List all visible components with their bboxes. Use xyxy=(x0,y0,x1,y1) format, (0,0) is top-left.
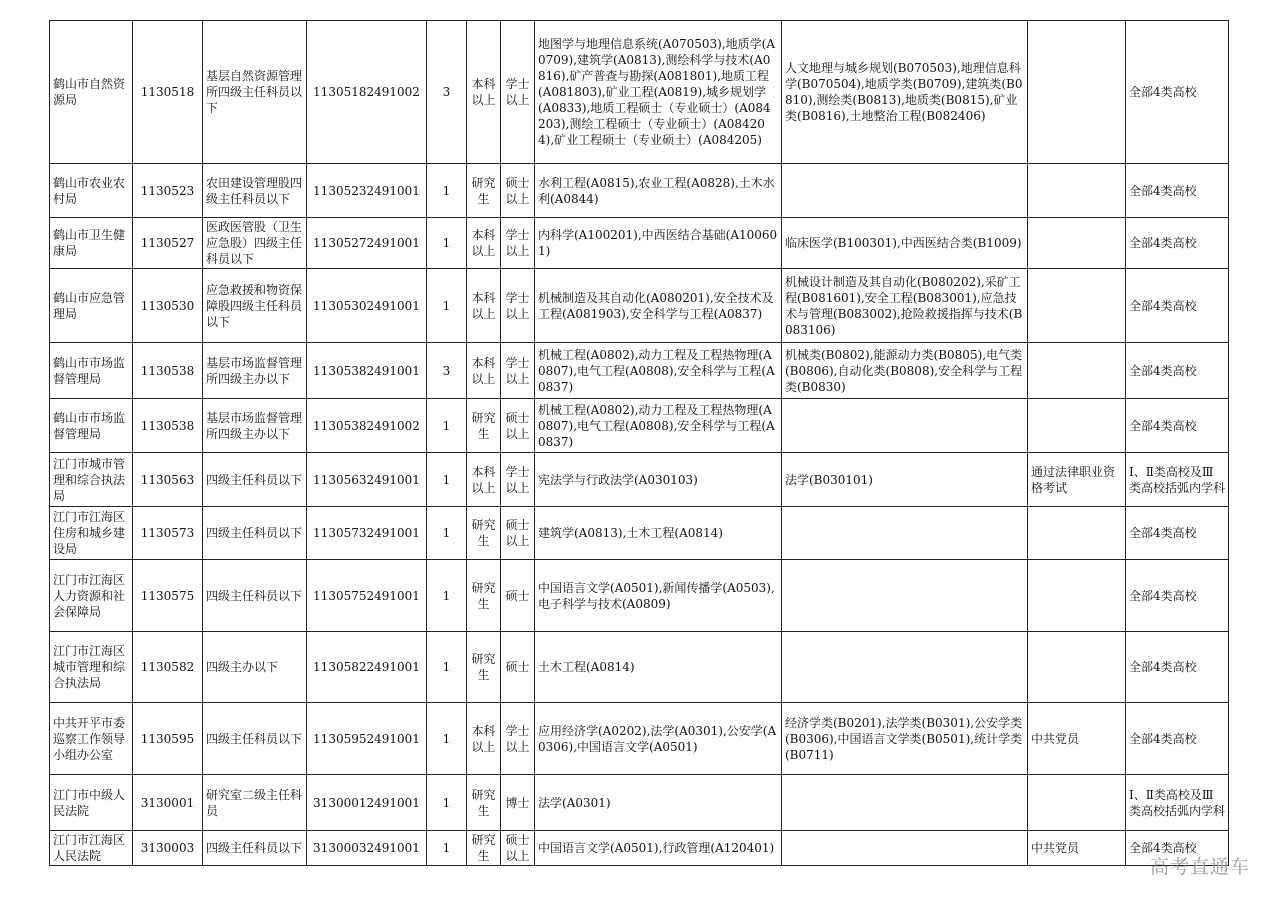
education-cell: 研究生 xyxy=(467,560,501,632)
table-row xyxy=(50,453,1229,507)
table-body xyxy=(50,21,1229,866)
graduate-major-cell: 宪法学与行政法学(A030103) xyxy=(535,453,782,507)
education-cell: 本科以上 xyxy=(467,703,501,775)
watermark: 高考直通车 xyxy=(1149,856,1250,878)
undergraduate-major-cell: 机械设计制造及其自动化(B080202),采矿工程(B081601),安全工程(B083001),应急技术与管理(B083002),抢险救援指挥与技术(B083106) xyxy=(782,269,1028,343)
position-code-cell: 11305382491002 xyxy=(307,399,427,453)
unit-name-cell: 江门市城市管理和综合执法局 xyxy=(50,453,133,507)
school-scope-cell: 全部4类高校 xyxy=(1126,269,1229,343)
undergraduate-major-cell: 人文地理与城乡规划(B070503),地理信息科学(B070504),地质学类(B0709),建筑类(B0810),测绘类(B0813),地质类(B0815),矿业类(B0816),土地整治工程(B082406) xyxy=(782,21,1028,164)
table-row xyxy=(50,775,1229,831)
position-cell: 研究室二级主任科员 xyxy=(203,775,307,831)
other-requirement-cell xyxy=(1028,343,1126,399)
school-scope-cell: 全部4类高校 xyxy=(1126,507,1229,560)
unit-name-cell: 江门市江海区人力资源和社会保障局 xyxy=(50,560,133,632)
education-cell: 研究生 xyxy=(467,399,501,453)
unit-code-cell: 1130582 xyxy=(133,632,203,703)
school-scope-cell: 全部4类高校 xyxy=(1126,21,1229,164)
unit-code-cell: 1130563 xyxy=(133,453,203,507)
unit-name-cell: 江门市江海区住房和城乡建设局 xyxy=(50,507,133,560)
school-scope-cell: Ⅰ、Ⅱ类高校及Ⅲ类高校括弧内学科 xyxy=(1126,453,1229,507)
position-code-cell: 11305232491001 xyxy=(307,164,427,218)
hire-count-cell: 1 xyxy=(427,775,467,831)
hire-count-cell: 1 xyxy=(427,453,467,507)
education-cell: 研究生 xyxy=(467,164,501,218)
other-requirement-cell: 通过法律职业资格考试 xyxy=(1028,453,1126,507)
table-row xyxy=(50,218,1229,269)
other-requirement-cell xyxy=(1028,507,1126,560)
school-scope-cell: 全部4类高校 xyxy=(1126,703,1229,775)
education-cell: 本科以上 xyxy=(467,343,501,399)
unit-name-cell: 江门市江海区城市管理和综合执法局 xyxy=(50,632,133,703)
graduate-major-cell: 中国语言文学(A0501),行政管理(A120401) xyxy=(535,831,782,866)
unit-code-cell: 1130538 xyxy=(133,343,203,399)
hire-count-cell: 3 xyxy=(427,21,467,164)
graduate-major-cell: 地图学与地理信息系统(A070503),地质学(A0709),建筑学(A0813),测绘科学与技术(A0816),矿产普查与勘探(A081801),地质工程(A081803),矿业工程(A0819),城乡规划学(A0833),地质工程硕士（专业硕士）(A084203),测绘工程硕士（专业硕士）(A084204),矿业工程硕士（专业硕士）(A084205) xyxy=(535,21,782,164)
unit-name-cell: 江门市江海区人民法院 xyxy=(50,831,133,866)
degree-cell: 硕士 xyxy=(501,560,535,632)
position-cell: 四级主任科员以下 xyxy=(203,453,307,507)
graduate-major-cell: 机械工程(A0802),动力工程及工程热物理(A0807),电气工程(A0808),安全科学与工程(A0837) xyxy=(535,399,782,453)
degree-cell: 博士 xyxy=(501,775,535,831)
school-scope-cell: 全部4类高校 xyxy=(1126,560,1229,632)
education-cell: 本科以上 xyxy=(467,21,501,164)
position-code-cell: 11305752491001 xyxy=(307,560,427,632)
other-requirement-cell xyxy=(1028,775,1126,831)
table-row xyxy=(50,399,1229,453)
position-cell: 四级主任科员以下 xyxy=(203,703,307,775)
table-row xyxy=(50,560,1229,632)
school-scope-cell: 全部4类高校 xyxy=(1126,343,1229,399)
position-code-cell: 31300032491001 xyxy=(307,831,427,866)
education-cell: 研究生 xyxy=(467,632,501,703)
unit-name-cell: 鹤山市市场监督管理局 xyxy=(50,343,133,399)
education-cell: 研究生 xyxy=(467,831,501,866)
unit-code-cell: 1130527 xyxy=(133,218,203,269)
undergraduate-major-cell: 机械类(B0802),能源动力类(B0805),电气类(B0806),自动化类(B0808),安全科学与工程类(B0830) xyxy=(782,343,1028,399)
hire-count-cell: 1 xyxy=(427,399,467,453)
school-scope-cell: 全部4类高校 xyxy=(1126,632,1229,703)
unit-code-cell: 3130003 xyxy=(133,831,203,866)
education-cell: 本科以上 xyxy=(467,218,501,269)
degree-cell: 硕士以上 xyxy=(501,507,535,560)
degree-cell: 学士以上 xyxy=(501,703,535,775)
hire-count-cell: 1 xyxy=(427,218,467,269)
graduate-major-cell: 机械制造及其自动化(A080201),安全技术及工程(A081903),安全科学与工程(A0837) xyxy=(535,269,782,343)
other-requirement-cell xyxy=(1028,21,1126,164)
degree-cell: 学士以上 xyxy=(501,269,535,343)
undergraduate-major-cell: 临床医学(B100301),中西医结合类(B1009) xyxy=(782,218,1028,269)
position-cell: 四级主任科员以下 xyxy=(203,507,307,560)
degree-cell: 硕士以上 xyxy=(501,399,535,453)
position-cell: 四级主任科员以下 xyxy=(203,560,307,632)
education-cell: 研究生 xyxy=(467,507,501,560)
hire-count-cell: 3 xyxy=(427,343,467,399)
hire-count-cell: 1 xyxy=(427,164,467,218)
other-requirement-cell xyxy=(1028,164,1126,218)
table-row xyxy=(50,343,1229,399)
school-scope-cell: Ⅰ、Ⅱ类高校及Ⅲ类高校括弧内学科 xyxy=(1126,775,1229,831)
education-cell: 研究生 xyxy=(467,775,501,831)
undergraduate-major-cell xyxy=(782,831,1028,866)
unit-name-cell: 江门市中级人民法院 xyxy=(50,775,133,831)
table-row xyxy=(50,703,1229,775)
undergraduate-major-cell xyxy=(782,399,1028,453)
position-code-cell: 11305382491001 xyxy=(307,343,427,399)
table-row xyxy=(50,21,1229,164)
hire-count-cell: 1 xyxy=(427,269,467,343)
unit-code-cell: 1130595 xyxy=(133,703,203,775)
unit-name-cell: 鹤山市农业农村局 xyxy=(50,164,133,218)
position-code-cell: 31300012491001 xyxy=(307,775,427,831)
other-requirement-cell xyxy=(1028,218,1126,269)
recruitment-table xyxy=(49,20,1229,866)
other-requirement-cell xyxy=(1028,632,1126,703)
table-row xyxy=(50,831,1229,866)
graduate-major-cell: 机械工程(A0802),动力工程及工程热物理(A0807),电气工程(A0808),安全科学与工程(A0837) xyxy=(535,343,782,399)
position-code-cell: 11305952491001 xyxy=(307,703,427,775)
other-requirement-cell xyxy=(1028,269,1126,343)
unit-code-cell: 1130518 xyxy=(133,21,203,164)
undergraduate-major-cell: 经济学类(B0201),法学类(B0301),公安学类(B0306),中国语言文学类(B0501),统计学类(B0711) xyxy=(782,703,1028,775)
graduate-major-cell: 土木工程(A0814) xyxy=(535,632,782,703)
position-cell: 基层市场监督管理所四级主办以下 xyxy=(203,343,307,399)
position-cell: 基层自然资源管理所四级主任科员以下 xyxy=(203,21,307,164)
degree-cell: 硕士 xyxy=(501,632,535,703)
unit-code-cell: 1130523 xyxy=(133,164,203,218)
position-cell: 基层市场监督管理所四级主办以下 xyxy=(203,399,307,453)
unit-code-cell: 1130530 xyxy=(133,269,203,343)
unit-code-cell: 1130573 xyxy=(133,507,203,560)
hire-count-cell: 1 xyxy=(427,507,467,560)
table-row xyxy=(50,269,1229,343)
education-cell: 本科以上 xyxy=(467,269,501,343)
hire-count-cell: 1 xyxy=(427,831,467,866)
hire-count-cell: 1 xyxy=(427,632,467,703)
other-requirement-cell xyxy=(1028,399,1126,453)
hire-count-cell: 1 xyxy=(427,703,467,775)
unit-name-cell: 中共开平市委巡察工作领导小组办公室 xyxy=(50,703,133,775)
school-scope-cell: 全部4类高校 xyxy=(1126,399,1229,453)
school-scope-cell: 全部4类高校 xyxy=(1126,218,1229,269)
other-requirement-cell: 中共党员 xyxy=(1028,831,1126,866)
degree-cell: 学士以上 xyxy=(501,453,535,507)
unit-name-cell: 鹤山市应急管理局 xyxy=(50,269,133,343)
position-code-cell: 11305822491001 xyxy=(307,632,427,703)
school-scope-cell: 全部4类高校 xyxy=(1126,831,1229,866)
degree-cell: 硕士以上 xyxy=(501,831,535,866)
position-cell: 应急救援和物资保障股四级主任科员以下 xyxy=(203,269,307,343)
hire-count-cell: 1 xyxy=(427,560,467,632)
unit-name-cell: 鹤山市卫生健康局 xyxy=(50,218,133,269)
graduate-major-cell: 法学(A0301) xyxy=(535,775,782,831)
position-code-cell: 11305732491001 xyxy=(307,507,427,560)
undergraduate-major-cell: 法学(B030101) xyxy=(782,453,1028,507)
unit-code-cell: 1130538 xyxy=(133,399,203,453)
position-code-cell: 11305302491001 xyxy=(307,269,427,343)
undergraduate-major-cell xyxy=(782,560,1028,632)
undergraduate-major-cell xyxy=(782,632,1028,703)
table-row xyxy=(50,164,1229,218)
other-requirement-cell: 中共党员 xyxy=(1028,703,1126,775)
degree-cell: 学士以上 xyxy=(501,218,535,269)
undergraduate-major-cell xyxy=(782,164,1028,218)
position-cell: 四级主办以下 xyxy=(203,632,307,703)
school-scope-cell: 全部4类高校 xyxy=(1126,164,1229,218)
position-code-cell: 11305272491001 xyxy=(307,218,427,269)
undergraduate-major-cell xyxy=(782,507,1028,560)
unit-name-cell: 鹤山市自然资源局 xyxy=(50,21,133,164)
table-row xyxy=(50,507,1229,560)
unit-name-cell: 鹤山市市场监督管理局 xyxy=(50,399,133,453)
position-cell: 医政医管股（卫生应急股）四级主任科员以下 xyxy=(203,218,307,269)
graduate-major-cell: 应用经济学(A0202),法学(A0301),公安学(A0306),中国语言文学(A0501) xyxy=(535,703,782,775)
position-cell: 农田建设管理股四级主任科员以下 xyxy=(203,164,307,218)
table-row xyxy=(50,632,1229,703)
position-cell: 四级主任科员以下 xyxy=(203,831,307,866)
other-requirement-cell xyxy=(1028,560,1126,632)
undergraduate-major-cell xyxy=(782,775,1028,831)
degree-cell: 学士以上 xyxy=(501,21,535,164)
graduate-major-cell: 中国语言文学(A0501),新闻传播学(A0503),电子科学与技术(A0809) xyxy=(535,560,782,632)
graduate-major-cell: 内科学(A100201),中西医结合基础(A100601) xyxy=(535,218,782,269)
graduate-major-cell: 建筑学(A0813),土木工程(A0814) xyxy=(535,507,782,560)
unit-code-cell: 1130575 xyxy=(133,560,203,632)
degree-cell: 学士以上 xyxy=(501,343,535,399)
graduate-major-cell: 水利工程(A0815),农业工程(A0828),土木水利(A0844) xyxy=(535,164,782,218)
unit-code-cell: 3130001 xyxy=(133,775,203,831)
education-cell: 本科以上 xyxy=(467,453,501,507)
degree-cell: 硕士以上 xyxy=(501,164,535,218)
position-code-cell: 11305182491002 xyxy=(307,21,427,164)
position-code-cell: 11305632491001 xyxy=(307,453,427,507)
